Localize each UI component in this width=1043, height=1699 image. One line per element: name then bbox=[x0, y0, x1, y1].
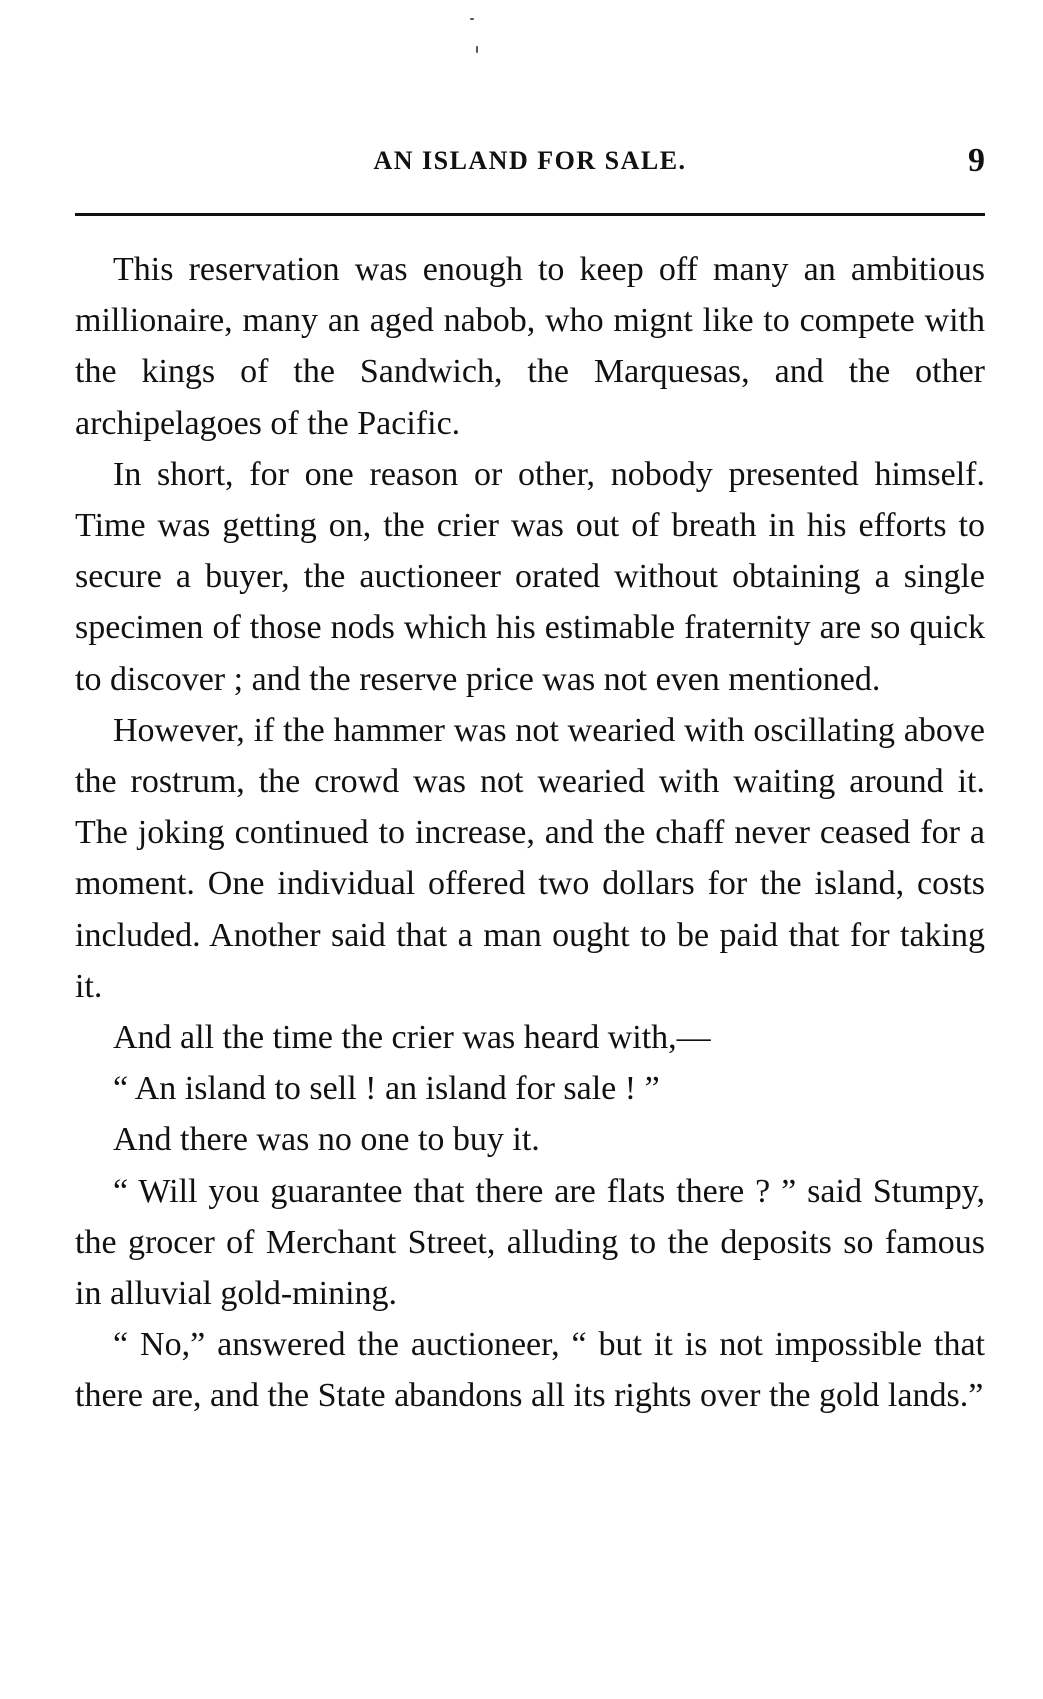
paragraph: However, if the hammer was not wearied with oscillating above the rostrum, the crowd was not wearied with waiting around it. The joking continued to increase, and the chaff never ceased for a moment. One individual offered two dollars for the island, costs included. Another said that a man ought to be paid that for taking it. bbox=[75, 711, 985, 1005]
print-speck bbox=[470, 18, 474, 20]
page-number: 9 bbox=[968, 142, 985, 179]
paragraph: “ No,” answered the auctioneer, “ but it is not impossible that there are, and the State abandons all its rights over the gold lands.” bbox=[75, 1326, 985, 1415]
body-text bbox=[75, 244, 985, 1422]
paragraph: In short, for one reason or other, nobody presented himself. Time was getting on, the crier was out of breath in his efforts to secure a buyer, the auctioneer orated without obtaining a single specimen of those nods which his estimable fraternity are so quick to discover ; and the reserve price was not even mentioned. bbox=[75, 455, 985, 698]
header-rule bbox=[75, 213, 985, 216]
paragraph: And all the time the crier was heard with,— bbox=[113, 1019, 711, 1057]
paragraph: “ An island to sell ! an island for sale ! ” bbox=[113, 1070, 660, 1108]
page-header bbox=[75, 142, 985, 192]
print-speck bbox=[476, 46, 478, 53]
paragraph: “ Will you guarantee that there are flats there ? ” said Stumpy, the grocer of Merchant Street, alluding to the deposits so famous in alluvial gold-mining. bbox=[75, 1172, 985, 1313]
paragraph: And there was no one to buy it. bbox=[113, 1121, 540, 1159]
running-title: AN ISLAND FOR SALE. bbox=[373, 146, 687, 175]
paragraph: This reservation was enough to keep off many an ambitious millionaire, many an aged nabob, who mignt like to compete with the kings of the Sandwich, the Marquesas, and the other archipelagoes of the Pacific. bbox=[75, 251, 985, 442]
